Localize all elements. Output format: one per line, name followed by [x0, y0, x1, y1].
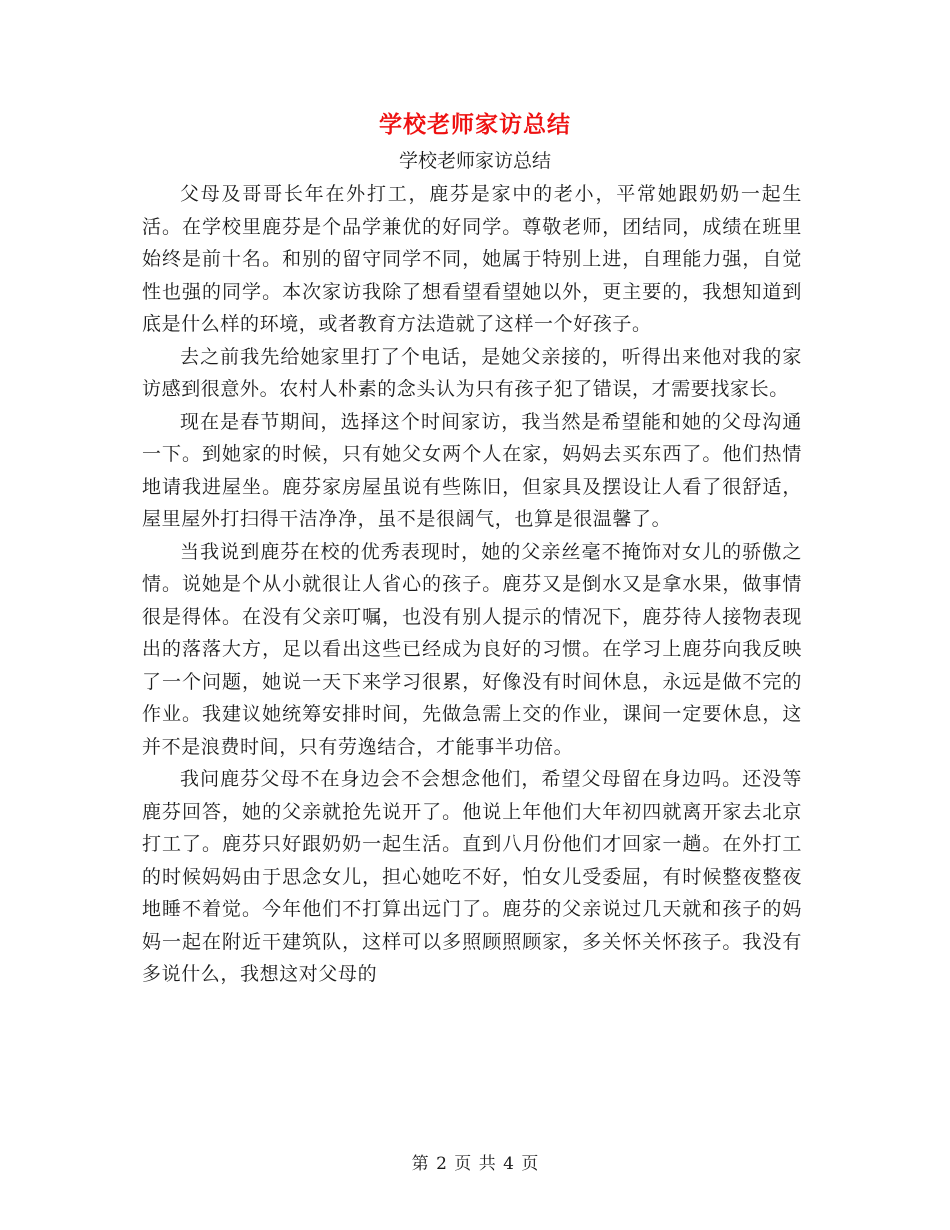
- document-subtitle: 学校老师家访总结: [398, 150, 551, 172]
- paragraph-3: 现在是春节期间，选择这个时间家访，我当然是希望能和她的父母沟通一下。到她家的时候，只有她父女两个人在家，妈妈去买东西了。他们热情地请我进屋坐。鹿芬家房屋虽说有些陈旧，但家具及摆设让人看了很舒适，屋里屋外打扫得干洁净净，虽不是很阔气，也算是很温馨了。: [142, 410, 802, 530]
- document-body: [142, 178, 802, 991]
- paragraph-4: 当我说到鹿芬在校的优秀表现时，她的父亲丝毫不掩饰对女儿的骄傲之情。说她是个从小就很让人省心的孩子。鹿芬又是倒水又是拿水果，做事情很是得体。在没有父亲叮嘱，也没有别人提示的情况下，鹿芬待人接物表现出的落落大方，足以看出这些已经成为良好的习惯。在学习上鹿芬向我反映了一个问题，她说一天下来学习很累，好像没有时间休息，永远是做不完的作业。我建议她统筹安排时间，先做急需上交的作业，课间一定要休息，这并不是浪费时间，只有劳逸结合，才能事半功倍。: [142, 540, 802, 758]
- document-title: 学校老师家访总结: [379, 111, 571, 138]
- paragraph-2: 去之前我先给她家里打了个电话，是她父亲接的，听得出来他对我的家访感到很意外。农村人朴素的念头认为只有孩子犯了错误，才需要找家长。: [142, 345, 802, 400]
- page-number-footer: 第 2 页 共 4 页: [411, 1154, 539, 1174]
- paragraph-5: 我问鹿芬父母不在身边会不会想念他们，希望父母留在身边吗。还没等鹿芬回答，她的父亲就抢先说开了。他说上年他们大年初四就离开家去北京打工了。鹿芬只好跟奶奶一起生活。直到八月份他们才回家一趟。在外打工的时候妈妈由于思念女儿，担心她吃不好，怕女儿受委屈，有时候整夜整夜地睡不着觉。今年他们不打算出远门了。鹿芬的父亲说过几天就和孩子的妈妈一起在附近干建筑队，这样可以多照顾照顾家，多关怀关怀孩子。我没有多说什么，我想这对父母的: [142, 768, 802, 985]
- paragraph-1: 父母及哥哥长年在外打工，鹿芬是家中的老小，平常她跟奶奶一起生活。在学校里鹿芬是个品学兼优的好同学。尊敬老师，团结同，成绩在班里始终是前十名。和别的留守同学不同，她属于特别上进，自理能力强，自觉性也强的同学。本次家访我除了想看望看望她以外，更主要的，我想知道到底是什么样的环境，或者教育方法造就了这样一个好孩子。: [142, 183, 802, 335]
